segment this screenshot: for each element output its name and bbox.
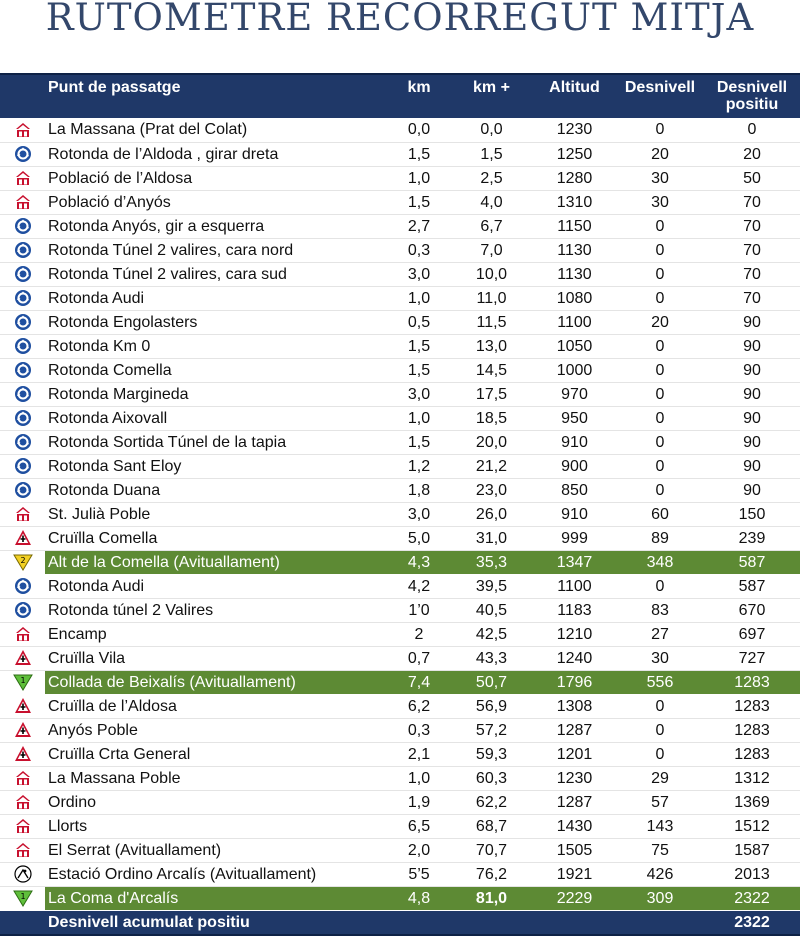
svg-text:2: 2 xyxy=(19,556,26,565)
desnivell-positiu-value: 697 xyxy=(704,622,800,646)
point-name: Rotonda Comella xyxy=(45,358,388,382)
footer-total: 2322 xyxy=(704,910,800,935)
town-icon xyxy=(0,790,45,814)
point-name: Anyós Poble xyxy=(45,718,388,742)
footer-spacer xyxy=(616,910,704,935)
altitud-value: 1050 xyxy=(533,334,616,358)
desnivell-value: 30 xyxy=(616,646,704,670)
desnivell-value: 30 xyxy=(616,166,704,190)
km-plus-value: 31,0 xyxy=(450,526,533,550)
km-value: 0,3 xyxy=(388,238,450,262)
desnivell-value: 556 xyxy=(616,670,704,694)
desnivell-positiu-value: 1512 xyxy=(704,814,800,838)
desnivell-value: 83 xyxy=(616,598,704,622)
point-name: Rotonda de l’Aldoda , girar dreta xyxy=(45,142,388,166)
table-row xyxy=(0,598,800,622)
km-value: 1,9 xyxy=(388,790,450,814)
altitud-value: 1230 xyxy=(533,766,616,790)
point-name: Rotonda túnel 2 Valires xyxy=(45,598,388,622)
roundabout-icon xyxy=(0,310,45,334)
km-value: 3,0 xyxy=(388,262,450,286)
table-row xyxy=(0,502,800,526)
roundabout-icon xyxy=(0,598,45,622)
point-name: La Coma d'Arcalís xyxy=(45,886,388,910)
table-header xyxy=(0,74,800,118)
km-plus-value: 17,5 xyxy=(450,382,533,406)
footer-label: Desnivell acumulat positiu xyxy=(45,910,388,935)
table-row xyxy=(0,862,800,886)
desnivell-value: 0 xyxy=(616,118,704,142)
point-name: Rotonda Audi xyxy=(45,286,388,310)
point-name: Població de l’Aldosa xyxy=(45,166,388,190)
km-plus-value: 35,3 xyxy=(450,550,533,574)
desnivell-value: 348 xyxy=(616,550,704,574)
altitud-value: 1505 xyxy=(533,838,616,862)
km-plus-value: 13,0 xyxy=(450,334,533,358)
climb-category-1-icon xyxy=(0,670,45,694)
town-icon xyxy=(0,190,45,214)
desnivell-positiu-value: 70 xyxy=(704,238,800,262)
header-altitud: Altitud xyxy=(533,74,616,118)
footer-spacer xyxy=(450,910,533,935)
desnivell-value: 27 xyxy=(616,622,704,646)
point-name: Rotonda Duana xyxy=(45,478,388,502)
desnivell-value: 0 xyxy=(616,574,704,598)
desnivell-value: 89 xyxy=(616,526,704,550)
town-icon xyxy=(0,118,45,142)
km-value: 0,0 xyxy=(388,118,450,142)
km-plus-value: 23,0 xyxy=(450,478,533,502)
altitud-value: 1100 xyxy=(533,574,616,598)
altitud-value: 1080 xyxy=(533,286,616,310)
table-row xyxy=(0,478,800,502)
desnivell-positiu-value: 587 xyxy=(704,550,800,574)
desnivell-positiu-value: 150 xyxy=(704,502,800,526)
desnivell-value: 20 xyxy=(616,142,704,166)
table-row xyxy=(0,718,800,742)
desnivell-value: 0 xyxy=(616,238,704,262)
desnivell-value: 0 xyxy=(616,382,704,406)
km-value: 1,0 xyxy=(388,766,450,790)
km-value: 1,8 xyxy=(388,478,450,502)
km-plus-value: 2,5 xyxy=(450,166,533,190)
table-row xyxy=(0,694,800,718)
km-value: 1,5 xyxy=(388,190,450,214)
point-name: El Serrat (Avituallament) xyxy=(45,838,388,862)
point-name: Rotonda Túnel 2 valires, cara sud xyxy=(45,262,388,286)
desnivell-positiu-value: 90 xyxy=(704,334,800,358)
km-plus-value: 43,3 xyxy=(450,646,533,670)
km-value: 1,0 xyxy=(388,406,450,430)
town-icon xyxy=(0,166,45,190)
km-plus-value: 39,5 xyxy=(450,574,533,598)
point-name: Cruïlla Crta General xyxy=(45,742,388,766)
point-name: Rotonda Aixovall xyxy=(45,406,388,430)
desnivell-positiu-value: 0 xyxy=(704,118,800,142)
km-value: 1,0 xyxy=(388,286,450,310)
altitud-value: 1183 xyxy=(533,598,616,622)
ski-station-icon xyxy=(0,862,45,886)
table-row xyxy=(0,454,800,478)
desnivell-value: 309 xyxy=(616,886,704,910)
km-value: 7,4 xyxy=(388,670,450,694)
desnivell-positiu-value: 90 xyxy=(704,454,800,478)
km-plus-value: 62,2 xyxy=(450,790,533,814)
table-row xyxy=(0,142,800,166)
header-desnivell-positiu: Desnivell positiu xyxy=(704,74,800,118)
desnivell-positiu-value: 1369 xyxy=(704,790,800,814)
table-row xyxy=(0,286,800,310)
junction-warning-icon xyxy=(0,718,45,742)
desnivell-positiu-value: 670 xyxy=(704,598,800,622)
roundabout-icon xyxy=(0,574,45,598)
table-row xyxy=(0,574,800,598)
altitud-value: 1287 xyxy=(533,790,616,814)
desnivell-positiu-value: 90 xyxy=(704,358,800,382)
km-value: 2,0 xyxy=(388,838,450,862)
km-value: 4,2 xyxy=(388,574,450,598)
desnivell-value: 30 xyxy=(616,190,704,214)
altitud-value: 1230 xyxy=(533,118,616,142)
km-value: 0,3 xyxy=(388,718,450,742)
svg-text:1: 1 xyxy=(19,892,26,901)
km-plus-value: 76,2 xyxy=(450,862,533,886)
desnivell-value: 0 xyxy=(616,406,704,430)
table-row xyxy=(0,766,800,790)
altitud-value: 1201 xyxy=(533,742,616,766)
altitud-value: 1347 xyxy=(533,550,616,574)
km-plus-value: 20,0 xyxy=(450,430,533,454)
header-km: km xyxy=(388,74,450,118)
desnivell-positiu-value: 90 xyxy=(704,406,800,430)
km-plus-value: 56,9 xyxy=(450,694,533,718)
km-value: 3,0 xyxy=(388,382,450,406)
desnivell-positiu-value: 90 xyxy=(704,430,800,454)
header-desnivell: Desnivell xyxy=(616,74,704,118)
km-value: 0,7 xyxy=(388,646,450,670)
town-icon xyxy=(0,622,45,646)
point-name: St. Julià Poble xyxy=(45,502,388,526)
table-row xyxy=(0,526,800,550)
table-row xyxy=(0,406,800,430)
desnivell-positiu-value: 2322 xyxy=(704,886,800,910)
point-name: Cruïlla Comella xyxy=(45,526,388,550)
altitud-value: 1100 xyxy=(533,310,616,334)
point-name: Alt de la Comella (Avituallament) xyxy=(45,550,388,574)
table-row xyxy=(0,358,800,382)
desnivell-positiu-value: 239 xyxy=(704,526,800,550)
desnivell-value: 0 xyxy=(616,718,704,742)
km-value: 1,5 xyxy=(388,334,450,358)
roundabout-icon xyxy=(0,478,45,502)
point-name: Rotonda Túnel 2 valires, cara nord xyxy=(45,238,388,262)
desnivell-positiu-value: 1283 xyxy=(704,718,800,742)
km-value: 1,0 xyxy=(388,166,450,190)
point-name: Població d’Anyós xyxy=(45,190,388,214)
roundabout-icon xyxy=(0,406,45,430)
altitud-value: 1308 xyxy=(533,694,616,718)
desnivell-positiu-value: 1587 xyxy=(704,838,800,862)
km-value: 4,3 xyxy=(388,550,450,574)
table-row xyxy=(0,622,800,646)
desnivell-value: 0 xyxy=(616,286,704,310)
point-name: Encamp xyxy=(45,622,388,646)
desnivell-value: 0 xyxy=(616,334,704,358)
header-km-plus: km + xyxy=(450,74,533,118)
desnivell-positiu-value: 70 xyxy=(704,190,800,214)
altitud-value: 1796 xyxy=(533,670,616,694)
point-name: La Massana Poble xyxy=(45,766,388,790)
table-row xyxy=(0,238,800,262)
km-plus-value: 70,7 xyxy=(450,838,533,862)
table-row xyxy=(0,214,800,238)
roundabout-icon xyxy=(0,430,45,454)
altitud-value: 910 xyxy=(533,430,616,454)
km-value: 1,5 xyxy=(388,358,450,382)
altitud-value: 950 xyxy=(533,406,616,430)
km-plus-value: 81,0 xyxy=(450,886,533,910)
desnivell-value: 0 xyxy=(616,742,704,766)
km-value: 2,1 xyxy=(388,742,450,766)
point-name: Rotonda Margineda xyxy=(45,382,388,406)
desnivell-positiu-value: 70 xyxy=(704,286,800,310)
km-plus-value: 11,5 xyxy=(450,310,533,334)
km-value: 1,2 xyxy=(388,454,450,478)
desnivell-value: 0 xyxy=(616,430,704,454)
point-name: Rotonda Audi xyxy=(45,574,388,598)
table-row xyxy=(0,118,800,142)
desnivell-positiu-value: 90 xyxy=(704,382,800,406)
km-plus-value: 10,0 xyxy=(450,262,533,286)
altitud-value: 1150 xyxy=(533,214,616,238)
km-plus-value: 40,5 xyxy=(450,598,533,622)
km-value: 5’5 xyxy=(388,862,450,886)
footer-spacer xyxy=(0,910,45,935)
page-title: RUTOMETRE RECORREGUT MITJA xyxy=(45,0,755,39)
roundabout-icon xyxy=(0,382,45,406)
point-name: Cruïlla de l’Aldosa xyxy=(45,694,388,718)
altitud-value: 1130 xyxy=(533,238,616,262)
km-plus-value: 7,0 xyxy=(450,238,533,262)
roundabout-icon xyxy=(0,286,45,310)
altitud-value: 900 xyxy=(533,454,616,478)
town-icon xyxy=(0,766,45,790)
desnivell-positiu-value: 727 xyxy=(704,646,800,670)
altitud-value: 1210 xyxy=(533,622,616,646)
roundabout-icon xyxy=(0,142,45,166)
point-name: Collada de Beixalís (Avituallament) xyxy=(45,670,388,694)
table-row xyxy=(0,670,800,694)
footer-spacer xyxy=(388,910,450,935)
altitud-value: 1280 xyxy=(533,166,616,190)
table-row xyxy=(0,382,800,406)
route-table xyxy=(0,73,800,936)
desnivell-value: 75 xyxy=(616,838,704,862)
altitud-value: 999 xyxy=(533,526,616,550)
point-name: Rotonda Sant Eloy xyxy=(45,454,388,478)
desnivell-value: 29 xyxy=(616,766,704,790)
altitud-value: 2229 xyxy=(533,886,616,910)
table-row xyxy=(0,190,800,214)
km-value: 2,7 xyxy=(388,214,450,238)
km-plus-value: 57,2 xyxy=(450,718,533,742)
climb-category-1-icon xyxy=(0,886,45,910)
town-icon xyxy=(0,838,45,862)
roundabout-icon xyxy=(0,358,45,382)
km-plus-value: 21,2 xyxy=(450,454,533,478)
desnivell-positiu-value: 50 xyxy=(704,166,800,190)
desnivell-positiu-value: 20 xyxy=(704,142,800,166)
desnivell-value: 0 xyxy=(616,478,704,502)
table-row xyxy=(0,742,800,766)
km-plus-value: 1,5 xyxy=(450,142,533,166)
km-value: 6,5 xyxy=(388,814,450,838)
desnivell-value: 426 xyxy=(616,862,704,886)
km-value: 1,5 xyxy=(388,142,450,166)
altitud-value: 1250 xyxy=(533,142,616,166)
altitud-value: 850 xyxy=(533,478,616,502)
svg-text:1: 1 xyxy=(19,676,26,685)
desnivell-value: 143 xyxy=(616,814,704,838)
desnivell-positiu-value: 1283 xyxy=(704,742,800,766)
desnivell-positiu-value: 70 xyxy=(704,262,800,286)
table-row xyxy=(0,262,800,286)
km-plus-value: 26,0 xyxy=(450,502,533,526)
town-icon xyxy=(0,814,45,838)
km-plus-value: 68,7 xyxy=(450,814,533,838)
point-name: Llorts xyxy=(45,814,388,838)
desnivell-value: 57 xyxy=(616,790,704,814)
desnivell-positiu-value: 587 xyxy=(704,574,800,598)
desnivell-value: 0 xyxy=(616,262,704,286)
desnivell-value: 0 xyxy=(616,694,704,718)
desnivell-value: 0 xyxy=(616,358,704,382)
table-footer xyxy=(0,910,800,935)
junction-warning-icon xyxy=(0,526,45,550)
km-plus-value: 18,5 xyxy=(450,406,533,430)
desnivell-value: 0 xyxy=(616,454,704,478)
km-plus-value: 42,5 xyxy=(450,622,533,646)
desnivell-positiu-value: 1283 xyxy=(704,670,800,694)
footer-spacer xyxy=(533,910,616,935)
junction-warning-icon xyxy=(0,742,45,766)
point-name: Rotonda Engolasters xyxy=(45,310,388,334)
desnivell-positiu-value: 90 xyxy=(704,478,800,502)
km-value: 5,0 xyxy=(388,526,450,550)
km-plus-value: 11,0 xyxy=(450,286,533,310)
km-plus-value: 6,7 xyxy=(450,214,533,238)
desnivell-positiu-value: 70 xyxy=(704,214,800,238)
roundabout-icon xyxy=(0,214,45,238)
km-value: 4,8 xyxy=(388,886,450,910)
header-point: Punt de passatge xyxy=(45,74,388,118)
altitud-value: 1921 xyxy=(533,862,616,886)
point-name: Ordino xyxy=(45,790,388,814)
point-name: Rotonda Km 0 xyxy=(45,334,388,358)
point-name: La Massana (Prat del Colat) xyxy=(45,118,388,142)
km-plus-value: 60,3 xyxy=(450,766,533,790)
altitud-value: 970 xyxy=(533,382,616,406)
table-row xyxy=(0,430,800,454)
junction-warning-icon xyxy=(0,646,45,670)
table-row xyxy=(0,886,800,910)
roundabout-icon xyxy=(0,334,45,358)
km-value: 3,0 xyxy=(388,502,450,526)
table-row xyxy=(0,646,800,670)
km-value: 1’0 xyxy=(388,598,450,622)
point-name: Estació Ordino Arcalís (Avituallament) xyxy=(45,862,388,886)
altitud-value: 910 xyxy=(533,502,616,526)
table-row xyxy=(0,814,800,838)
km-plus-value: 4,0 xyxy=(450,190,533,214)
point-name: Rotonda Anyós, gir a esquerra xyxy=(45,214,388,238)
table-row xyxy=(0,166,800,190)
km-plus-value: 0,0 xyxy=(450,118,533,142)
altitud-value: 1240 xyxy=(533,646,616,670)
desnivell-positiu-value: 1283 xyxy=(704,694,800,718)
altitud-value: 1430 xyxy=(533,814,616,838)
km-plus-value: 50,7 xyxy=(450,670,533,694)
km-value: 2 xyxy=(388,622,450,646)
table-row xyxy=(0,550,800,574)
table-row xyxy=(0,310,800,334)
km-value: 1,5 xyxy=(388,430,450,454)
table-row xyxy=(0,334,800,358)
altitud-value: 1000 xyxy=(533,358,616,382)
altitud-value: 1287 xyxy=(533,718,616,742)
roundabout-icon xyxy=(0,262,45,286)
km-plus-value: 14,5 xyxy=(450,358,533,382)
desnivell-value: 20 xyxy=(616,310,704,334)
table-row xyxy=(0,790,800,814)
roundabout-icon xyxy=(0,454,45,478)
roundabout-icon xyxy=(0,238,45,262)
altitud-value: 1310 xyxy=(533,190,616,214)
km-plus-value: 59,3 xyxy=(450,742,533,766)
town-icon xyxy=(0,502,45,526)
point-name: Rotonda Sortida Túnel de la tapia xyxy=(45,430,388,454)
table-row xyxy=(0,838,800,862)
km-value: 0,5 xyxy=(388,310,450,334)
desnivell-positiu-value: 2013 xyxy=(704,862,800,886)
desnivell-positiu-value: 1312 xyxy=(704,766,800,790)
icon-header xyxy=(0,74,45,118)
point-name: Cruïlla Vila xyxy=(45,646,388,670)
junction-warning-icon xyxy=(0,694,45,718)
km-value: 6,2 xyxy=(388,694,450,718)
desnivell-value: 0 xyxy=(616,214,704,238)
desnivell-positiu-value: 90 xyxy=(704,310,800,334)
desnivell-value: 60 xyxy=(616,502,704,526)
climb-category-2-icon xyxy=(0,550,45,574)
altitud-value: 1130 xyxy=(533,262,616,286)
